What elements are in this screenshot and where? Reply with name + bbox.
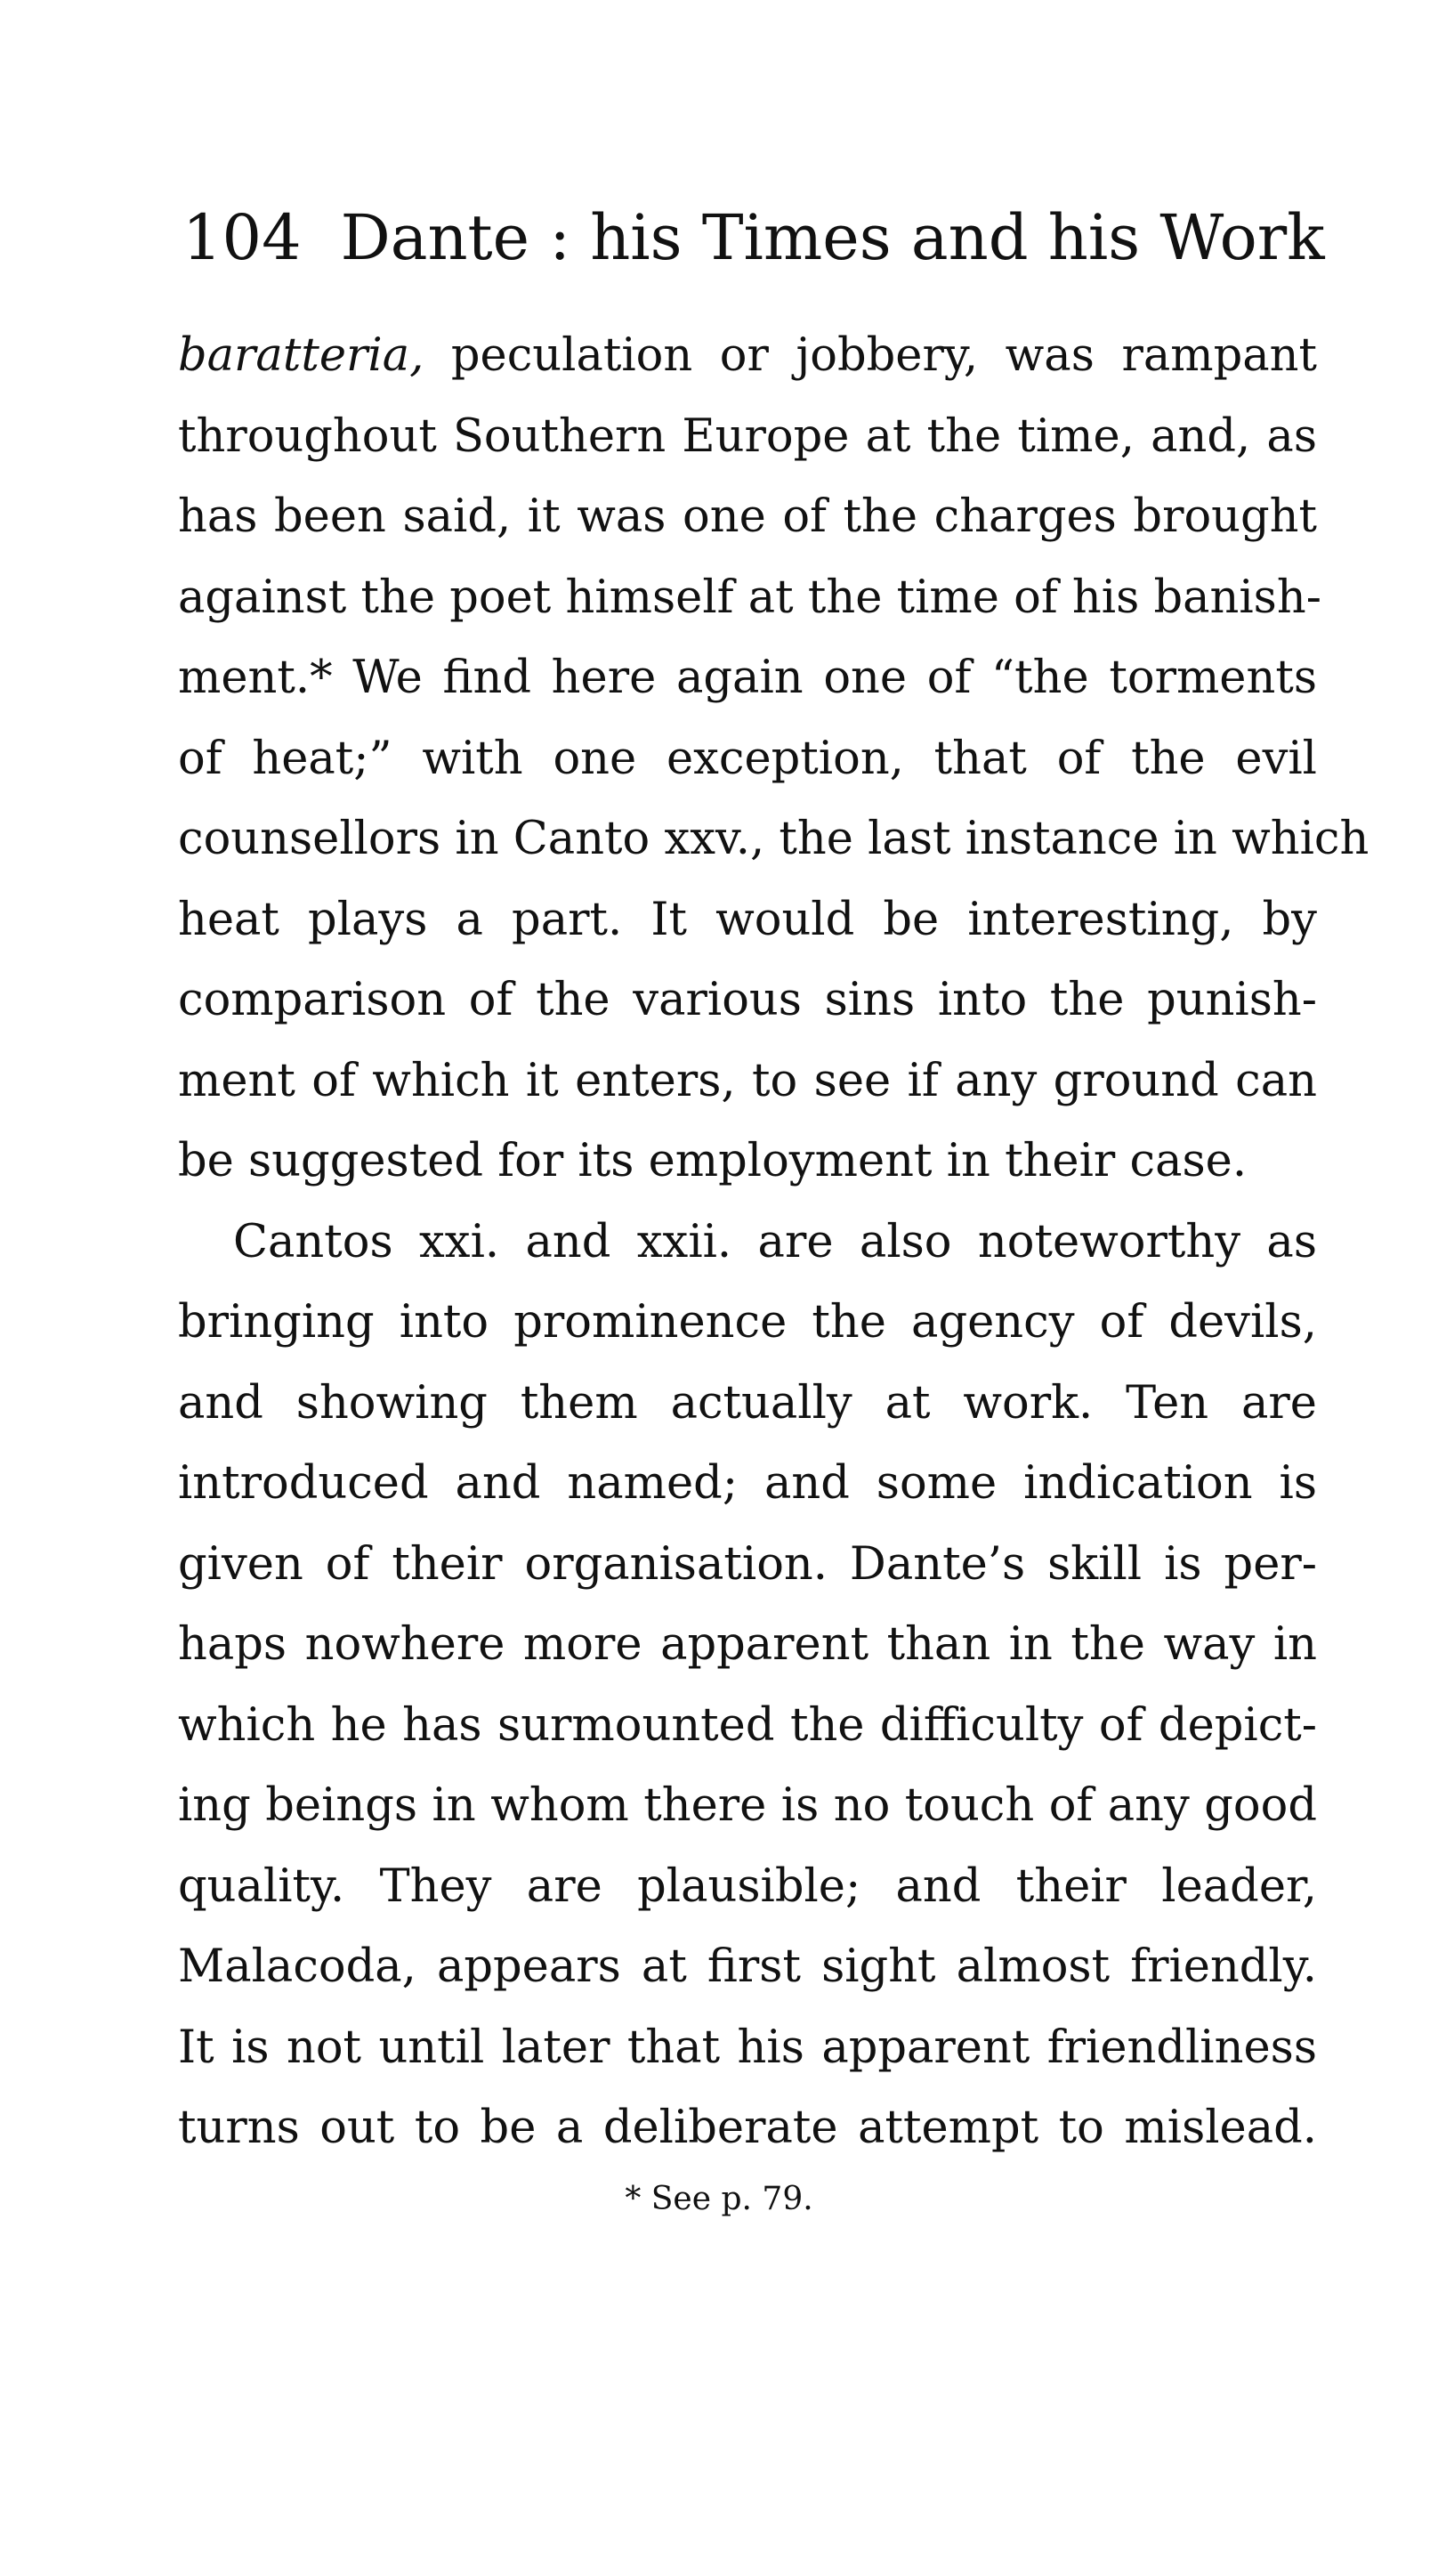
text-line: comparison of the various sins into the punish-	[178, 974, 1317, 1026]
text-line: bringing into prominence the agency of devils,	[178, 1296, 1317, 1349]
running-title: Dante : his Times and his Work	[340, 201, 1325, 274]
text-line: be suggested for its employment in their case.	[178, 1135, 1248, 1187]
page-number: 104	[182, 201, 302, 274]
running-header	[182, 198, 1325, 278]
text-line: against the poet himself at the time of his banish-	[178, 571, 1321, 624]
text-line: heat plays a part. It would be interesting, by	[178, 893, 1317, 946]
text-line: ment.* We find here again one of “the torments	[178, 652, 1317, 704]
italic-term: baratteria,	[178, 329, 424, 382]
text-line: ment of which it enters, to see if any ground can	[178, 1054, 1317, 1107]
text-line: which he has surmounted the difficulty of depict-	[178, 1698, 1317, 1752]
paragraph	[178, 316, 1369, 1203]
text-line: has been said, it was one of the charges brought	[178, 490, 1317, 543]
text-line: introduced and named; and some indication is	[178, 1457, 1317, 1510]
paragraph	[178, 1203, 1317, 2250]
text-line: and showing them actually at work. Ten are	[178, 1376, 1317, 1430]
body-text	[178, 316, 1369, 2249]
text-line: of heat;” with one exception, that of the evil	[178, 732, 1317, 785]
text-line: haps nowhere more apparent than in the way in	[178, 1618, 1317, 1671]
text-line: given of their organisation. Dante’s skill is per-	[178, 1537, 1317, 1591]
text-line: turns out to be a deliberate attempt to mislead.	[178, 2102, 1317, 2154]
text-line: counsellors in Canto xxv., the last instance in which	[178, 813, 1369, 865]
text-line: Cantos xxi. and xxii. are also noteworthy as	[233, 1215, 1317, 1268]
text-line: quality. They are plausible; and their leader,	[178, 1859, 1317, 1913]
text-line: ing beings in whom there is no touch of any good	[178, 1779, 1317, 1832]
text-line: baratteria, peculation or jobbery, was rampant	[178, 329, 1317, 382]
text-line: Malacoda, appears at first sight almost friendly.	[178, 1940, 1317, 1993]
text-line: It is not until later that his apparent friendliness	[178, 2021, 1317, 2074]
footnote: * See p. 79.	[625, 2181, 813, 2217]
text-line: throughout Southern Europe at the time, and, as	[178, 409, 1317, 463]
